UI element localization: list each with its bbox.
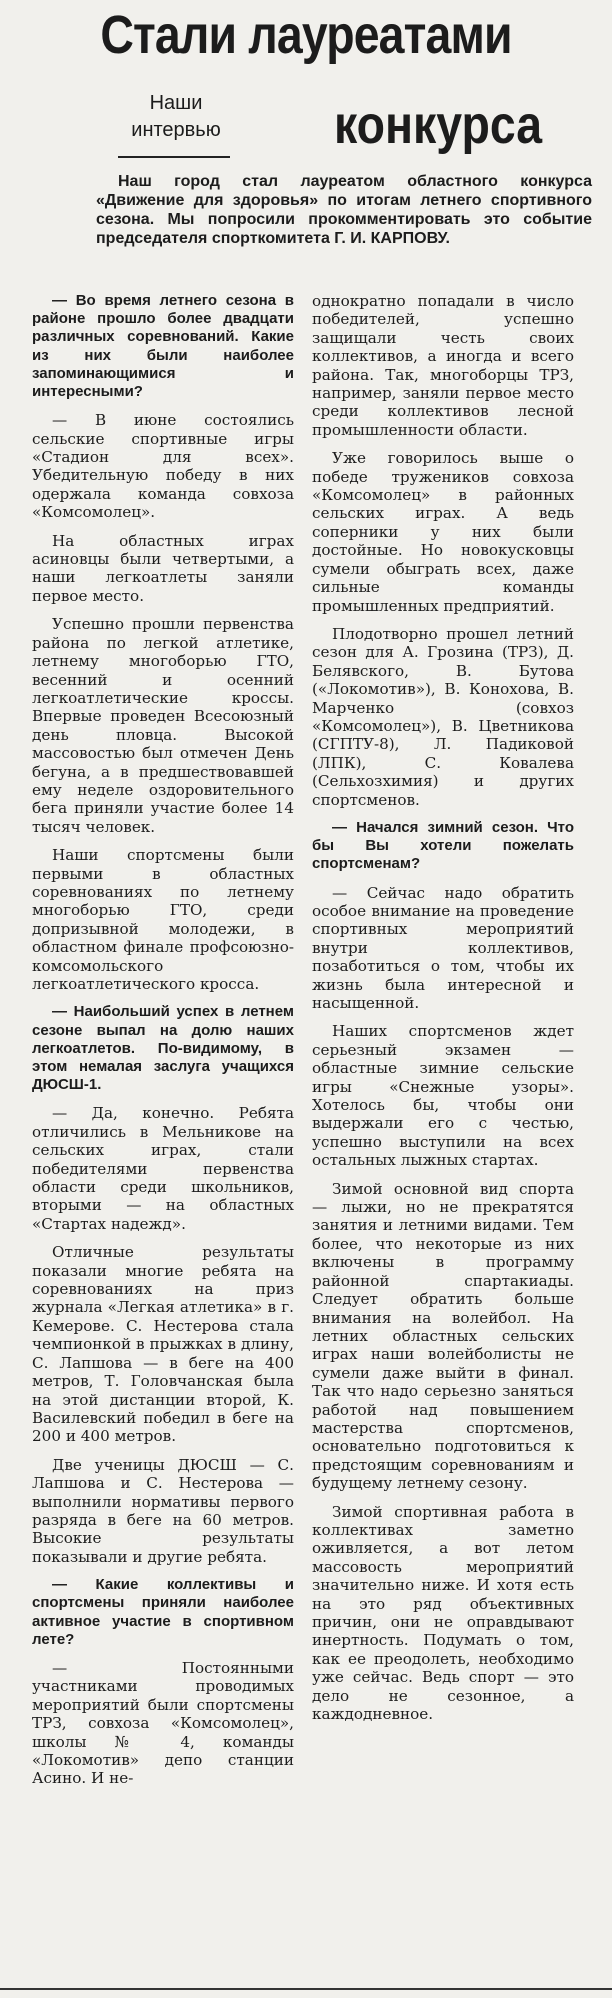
interview-answer: Уже говорилось выше о победе тружеников совхоза «Комсомолец» в районных сельских играх. А ведь соперники у них были достойные. Но новокусковцы сумели обыграть всех, даже сильные команды промышленных предприятий.: [312, 449, 574, 615]
bottom-divider: [0, 1988, 612, 1990]
interview-answer: — Сейчас надо обратить особое внимание на проведение спортивных мероприятий внутри коллективов, позаботиться о том, чтобы их жизнь была интересной и насыщенной.: [312, 883, 574, 1013]
interview-question: — Какие коллективы и спортсмены приняли наиболее активное участие в спортивном лете?: [32, 1576, 294, 1648]
rubric: [116, 90, 236, 144]
interview-question: — Наибольший успех в летнем сезоне выпал на долю наших легкоатлетов. По-видимому, в этом немалая заслуга учащихся ДЮСШ-1.: [32, 1003, 294, 1094]
interview-answer: однократно попадали в число победителей, успешно защищали честь своих коллективов, а иногда и всего района. Так, многоборцы ТРЗ, например, заняли первое место среди коллективов лесной промышленности области.: [312, 292, 574, 439]
interview-answer: Отличные результаты показали многие ребята на соревнованиях на приз журнала «Легкая атлетика» в г. Кемерове. С. Нестерова стала чемпионкой в прыжках в длину, С. Лапшова — в беге на 400 метров, Т. Головчанская была на этой дистанции второй, К. Василевский победил в беге на 200 и 400 метров.: [32, 1243, 294, 1446]
article-column-left: [32, 292, 294, 1798]
interview-answer: Наших спортсменов ждет серьезный экзамен — областные зимние сельские игры «Снежные узоры». Хотелось бы, чтобы они выдержали его с честью, успешно выступили на всех остальных лыжных стартах.: [312, 1022, 574, 1170]
lead-paragraph: Наш город стал лауреатом областного конкурса «Движение для здоровья» по итогам летнего спортивного сезона. Мы попросили прокомментировать это событие председателя спорткомитета Г. И. КАРПОВУ.: [96, 173, 592, 247]
interview-answer: Зимой спортивная работа в коллективах заметно оживляется, а вот летом массовость мероприятий значительно ниже. И хотя есть на это ряд объективных причин, они не оправдывают инертность. Подумать о том, как ее преодолеть, необходимо уже сейчас. Ведь спорт — это дело не сезонное, а каждодневное.: [312, 1502, 574, 1724]
interview-answer: Две ученицы ДЮСШ — С. Лапшова и С. Нестерова — выполнили нормативы первого разряда в беге на 60 метров. Высокие результаты показывали и другие ребята.: [32, 1455, 294, 1566]
headline-line-2: конкурса: [334, 95, 543, 155]
interview-answer: Наши спортсмены были первыми в областных соревнованиях по летнему многоборью ГТО, среди допризывной молодежи, в областном финале профсоюзно-комсомольского легкоатлетического кросса.: [32, 846, 294, 993]
article-column-right: [312, 292, 574, 1733]
interview-question: — Во время летнего сезона в районе прошло более двадцати различных соревнований. Какие из них были наиболее запоминающимися и интересными?: [32, 292, 294, 401]
interview-answer: Плодотворно прошел летний сезон для А. Грозина (ТРЗ), Д. Белявского, В. Бутова («Локомотив»), В. Конохова, В. Марченко (совхоз «Комсомолец»), В. Цветникова (СГПТУ-8), Л. Падиковой (ЛПК), С. Ковалева (Сельхозхимия) и других спортсменов.: [312, 624, 574, 809]
interview-answer: На областных играх асиновцы были четвертыми, а наши легкоатлеты заняли первое место.: [32, 531, 294, 605]
rubric-underline: [118, 156, 230, 158]
interview-question: — Начался зимний сезон. Что бы Вы хотели пожелать спортсменам?: [312, 818, 574, 873]
interview-answer: Успешно прошли первенства района по легкой атлетике, летнему многоборью ГТО, весенний и осенний легкоатлетические кроссы. Впервые проведен Всесоюзный день пловца. Высокой массовостью был отмечен День бегуна, а в предшествовавшей ему неделе оздоровительного бега приняли участие более 14 тысяч человек.: [32, 615, 294, 836]
interview-answer: Зимой основной вид спорта — лыжи, но не прекратятся занятия и летними видами. Тем более, что некоторые из них включены в программу районной спартакиады. Следует обратить больше внимания на волейбол. На летних областных сельских играх наши волейболисты не сумели даже выйти в финал. Так что надо серьезно заняться работой над повышением мастерства спортсменов, основательно подготовиться к предстоящим соревнованиям и будущему летнему сезону.: [312, 1179, 574, 1493]
rubric-line-2: интервью: [131, 119, 221, 141]
interview-answer: — В июне состоялись сельские спортивные игры «Стадион для всех». Убедительную победу в них одержала команда совхоза «Комсомолец».: [32, 411, 294, 522]
rubric-line-1: Наши: [149, 92, 203, 114]
interview-answer: — Да, конечно. Ребята отличились в Мельникове на сельских играх, стали победителями первенства области среди школьников, вторыми — на областных «Стартах надежд».: [32, 1104, 294, 1233]
headline-line-1: Стали лауреатами: [100, 5, 512, 65]
interview-answer: — Постоянными участниками проводимых мероприятий были спортсмены ТРЗ, совхоза «Комсомолец», школы № 4, команды «Локомотив» депо станции Асино. И не-: [32, 1658, 294, 1788]
